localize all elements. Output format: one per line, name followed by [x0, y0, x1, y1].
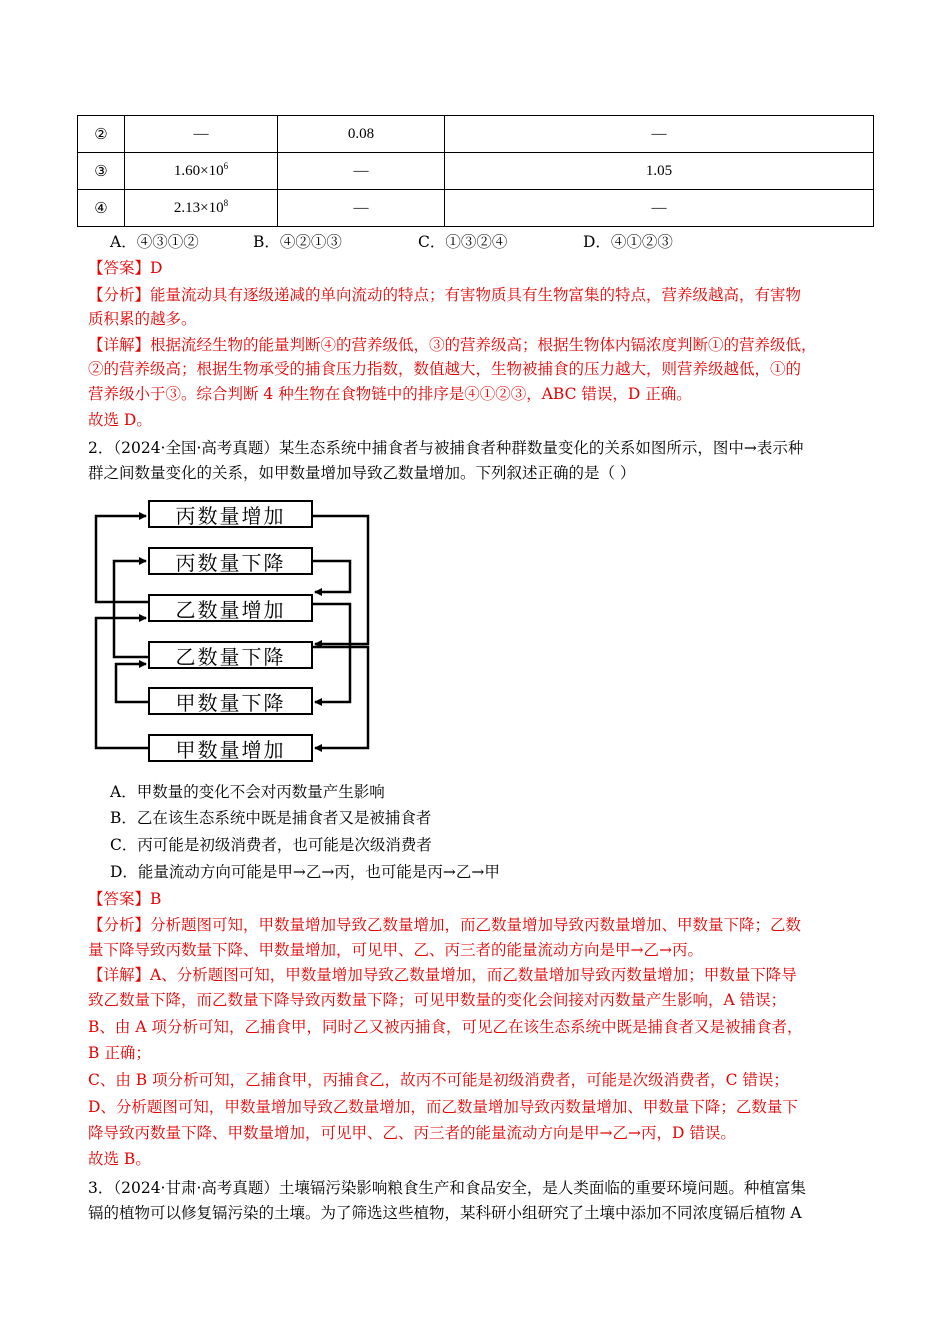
arrow [313, 647, 368, 748]
q2-detail-cont: 致乙数量下降，而乙数量下降导致丙数量下降；可见甲数量的变化会间接对丙数量产生影响，A 错误； [88, 991, 787, 1009]
diagram-arrows [88, 492, 378, 767]
q3-stem: 3．（2024·甘肃·高考真题）土壤镉污染影响粮食生产和食品安全，是人类面临的重要环境问题。种植富集 [88, 1179, 806, 1197]
arrow [313, 561, 350, 592]
q1-option-a: A．④③①② [110, 233, 199, 251]
q2-answer [88, 887, 878, 912]
table-cell: — [125, 116, 278, 153]
answer-value: B [150, 890, 162, 908]
data-table [77, 115, 874, 227]
table-cell: ② [78, 116, 125, 153]
table-cell: — [445, 190, 874, 227]
box-c-decrease: 丙数量下降 [148, 547, 313, 575]
box-a-increase: 甲数量增加 [148, 734, 313, 762]
arrow [96, 516, 148, 602]
q2-option-a: A．甲数量的变化不会对丙数量产生影响 [110, 783, 385, 801]
detail-label: 【详解】 [88, 336, 151, 354]
arrow [114, 561, 148, 657]
table-cell: 0.08 [278, 116, 445, 153]
q1-option-d: D．④①②③ [583, 233, 673, 251]
box-b-decrease: 乙数量下降 [148, 641, 313, 669]
q3-stem-cont: 镉的植物可以修复镉污染的土壤。为了筛选这些植物，某科研小组研究了土壤中添加不同浓度镉后植物 A [88, 1204, 802, 1222]
table-row [78, 116, 874, 153]
q2-detail-cont: B 正确； [88, 1044, 151, 1062]
box-a-decrease: 甲数量下降 [148, 687, 313, 715]
q2-detail-cont: B、由 A 项分析可知，乙捕食甲，同时乙又被丙捕食，可见乙在该生态系统中既是捕食者又是被捕食者， [88, 1018, 803, 1036]
q1-option-c: C．①③②④ [418, 233, 508, 251]
q2-analysis [88, 913, 878, 938]
table-cell: — [445, 116, 874, 153]
q1-detail-cont: 营养级小于③。综合判断 4 种生物在食物链中的排序是④①②③，ABC 错误，D 正确。 [88, 385, 692, 403]
box-b-increase: 乙数量增加 [148, 594, 313, 622]
table-cell: — [278, 153, 445, 190]
arrow [313, 516, 368, 644]
table-cell: ③ [78, 153, 125, 190]
value-exponent: 8 [223, 197, 229, 208]
table-cell [125, 190, 278, 227]
answer-label: 【答案】 [88, 259, 151, 277]
q2-option-c: C．丙可能是初级消费者，也可能是次级消费者 [110, 836, 432, 854]
table-row [78, 190, 874, 227]
value-exponent: 6 [223, 160, 229, 171]
q2-stem-cont: 群之间数量变化的关系，如甲数量增加导致乙数量增加。下列叙述正确的是（ ） [88, 464, 636, 482]
analysis-text: 分析题图可知，甲数量增加导致乙数量增加，而乙数量增加导致丙数量增加、甲数量下降；乙数 [150, 916, 802, 934]
answer-label: 【答案】 [88, 890, 151, 908]
detail-text: A、分析题图可知，甲数量增加导致乙数量增加，而乙数量增加导致丙数量增加；甲数量下降导 [150, 966, 797, 984]
detail-label: 【详解】 [88, 966, 151, 984]
q2-analysis-cont: 量下降导致丙数量下降、甲数量增加，可见甲、乙、丙三者的能量流动方向是甲→乙→丙。 [88, 941, 703, 959]
q1-analysis [88, 283, 878, 308]
q2-detail-cont: D、分析题图可知，甲数量增加导致乙数量增加，而乙数量增加导致丙数量增加、甲数量下降；乙数量下 [88, 1098, 798, 1116]
table-cell: 1.05 [445, 153, 874, 190]
population-relationship-diagram [88, 492, 378, 767]
table-cell: ④ [78, 190, 125, 227]
q2-option-b: B．乙在该生态系统中既是捕食者又是被捕食者 [110, 809, 432, 827]
analysis-label: 【分析】 [88, 286, 151, 304]
arrow [96, 618, 148, 748]
q1-conclusion: 故选 D。 [88, 411, 152, 429]
value-base: 1.60×10 [173, 162, 224, 179]
q2-detail-cont: C、由 B 项分析可知，乙捕食甲，丙捕食乙，故丙不可能是初级消费者，可能是次级消费者，C 错误； [88, 1071, 789, 1089]
q1-analysis-cont: 质积累的越多。 [88, 310, 197, 328]
q2-stem: 2．（2024·全国·高考真题）某生态系统中捕食者与被捕食者种群数量变化的关系如图所示，图中→表示种 [88, 439, 804, 457]
arrow [116, 664, 148, 702]
q1-option-b: B．④②①③ [253, 233, 342, 251]
box-c-increase: 丙数量增加 [148, 500, 313, 528]
answer-value: D [150, 259, 163, 277]
value-base: 2.13×10 [173, 199, 224, 216]
analysis-text: 能量流动具有逐级递减的单向流动的特点；有害物质具有生物富集的特点，营养级越高，有害物 [150, 286, 802, 304]
arrow [313, 604, 350, 702]
table-row [78, 153, 874, 190]
q2-detail-cont: 降导致丙数量下降、甲数量增加，可见甲、乙、丙三者的能量流动方向是甲→乙→丙，D 错误。 [88, 1124, 736, 1142]
table-cell [125, 153, 278, 190]
q1-answer [88, 256, 878, 281]
q2-option-d: D．能量流动方向可能是甲→乙→丙，也可能是丙→乙→甲 [110, 863, 500, 881]
q1-detail-cont: ②的营养级高；根据生物承受的捕食压力指数，数值越大，生物被捕食的压力越大，则营养级越低，①的 [88, 360, 802, 378]
q1-detail [88, 333, 878, 358]
table-cell: — [278, 190, 445, 227]
q2-conclusion: 故选 B。 [88, 1150, 151, 1168]
q2-detail [88, 963, 878, 988]
analysis-label: 【分析】 [88, 916, 151, 934]
detail-text: 根据流经生物的能量判断④的营养级低，③的营养级高；根据生物体内镉浓度判断①的营养级低， [150, 336, 817, 354]
